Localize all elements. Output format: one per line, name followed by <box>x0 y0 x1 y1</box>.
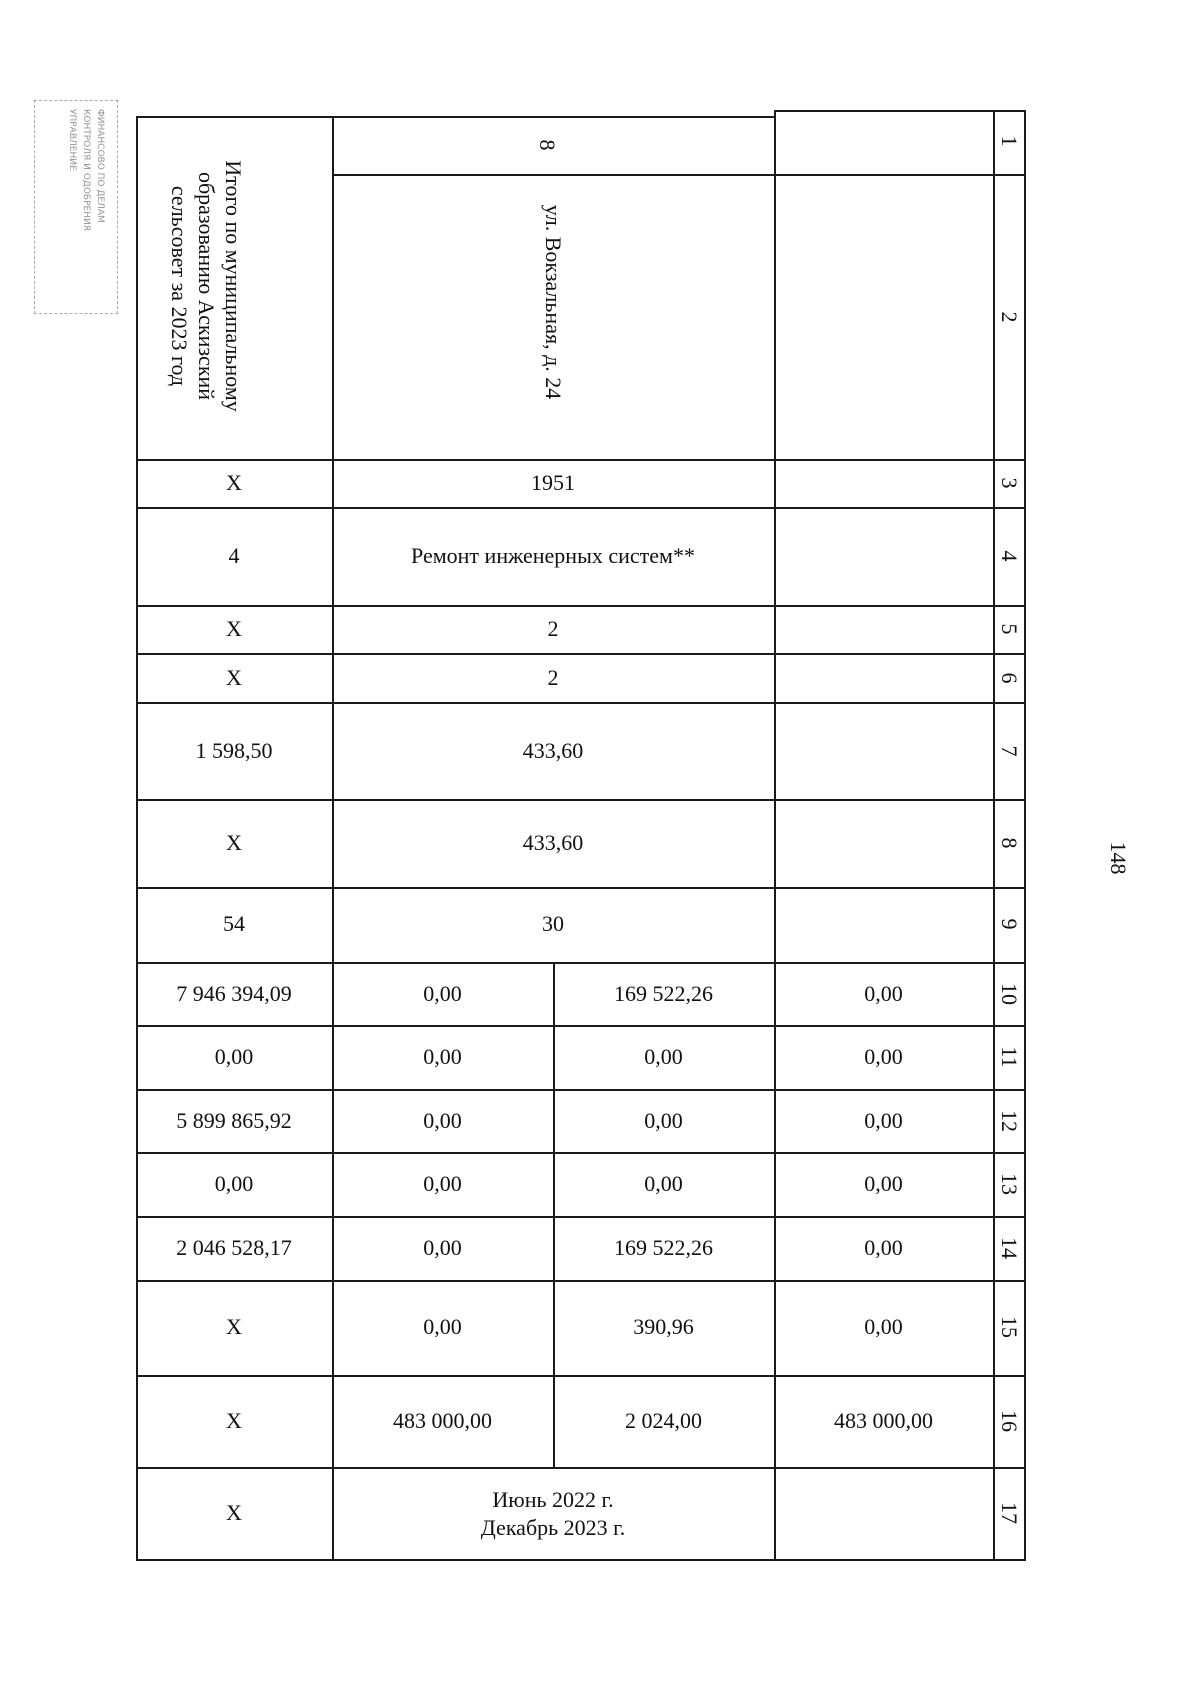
cell-b: 2 024,00 <box>625 1408 702 1433</box>
cell-b: 0,00 <box>644 1044 683 1069</box>
table-row-line <box>332 174 1024 176</box>
column-number: 12 <box>997 1110 1022 1132</box>
total-cell: 5 899 865,92 <box>176 1108 292 1133</box>
total-cell: 4 <box>228 543 240 568</box>
value-cell: Ремонт инженерных систем** <box>411 543 695 568</box>
table-border-top <box>136 116 776 118</box>
total-cell: Х <box>226 1500 242 1525</box>
total-cell: Х <box>226 1314 242 1339</box>
table-row-line <box>136 459 1026 461</box>
table-border-top <box>774 110 1026 112</box>
column-number: 15 <box>997 1316 1022 1338</box>
column-number: 13 <box>997 1173 1022 1195</box>
column-number: 2 <box>997 311 1022 323</box>
column-number: 16 <box>997 1410 1022 1432</box>
total-cell: 0,00 <box>214 1044 254 1069</box>
cell-b: 0,00 <box>644 1108 683 1133</box>
table-divider <box>993 110 995 1561</box>
total-label-line: Итого по муниципальному <box>221 160 246 412</box>
cell-a: 0,00 <box>423 1108 462 1133</box>
cell-c: 0,00 <box>864 1314 903 1339</box>
table-row-line <box>136 962 1026 964</box>
stamp-line: ФИНАНСОВО ПО ДЕЛАМ <box>95 109 105 223</box>
table-row-line <box>136 887 1026 889</box>
table-row-line <box>136 702 1026 704</box>
column-number: 4 <box>997 550 1022 562</box>
value-cell: 2 <box>547 616 559 641</box>
table-border-right <box>1024 110 1026 1561</box>
column-number: 14 <box>997 1237 1022 1259</box>
table-row-line <box>136 653 1026 655</box>
column-number: 6 <box>997 672 1022 684</box>
cell-c: 0,00 <box>864 1171 903 1196</box>
total-cell: 7 946 394,09 <box>176 981 292 1006</box>
cell-a: 0,00 <box>423 1044 462 1069</box>
table-row-line <box>136 1375 1026 1377</box>
address-cell: ул. Вокзальная, д. 24 <box>541 204 566 400</box>
cell-c: 0,00 <box>864 981 903 1006</box>
column-number: 17 <box>997 1502 1022 1524</box>
table-row-line <box>136 1467 1026 1469</box>
cell-a: 0,00 <box>423 1171 462 1196</box>
total-cell: 54 <box>223 911 245 936</box>
column-number: 7 <box>997 745 1022 757</box>
value-cell: 1951 <box>531 470 575 495</box>
table-row-line <box>136 507 1026 509</box>
table-row-line <box>136 1089 1026 1091</box>
value-cell: 433,60 <box>522 830 584 855</box>
table-divider <box>774 112 776 1561</box>
total-label-line: образованию Аскизский <box>194 171 219 401</box>
total-cell: Х <box>226 1408 242 1433</box>
table-row-line <box>136 1216 1026 1218</box>
stamp-line: КОНТРОЛЯ И ОДОБРЕНИЯ <box>81 109 91 231</box>
value-cell: 30 <box>542 911 564 936</box>
cell-c: 0,00 <box>864 1108 903 1133</box>
total-cell: Х <box>226 616 242 641</box>
total-cell: Х <box>226 830 242 855</box>
value-cell: Июнь 2022 г. <box>492 1487 614 1512</box>
column-number: 1 <box>997 135 1022 147</box>
total-cell: Х <box>226 470 242 495</box>
total-label-line: сельсовет за 2023 год <box>167 185 192 387</box>
column-number: 9 <box>997 918 1022 930</box>
column-number: 10 <box>997 983 1022 1005</box>
column-number: 5 <box>997 623 1022 635</box>
column-number: 8 <box>997 837 1022 849</box>
total-cell: 1 598,50 <box>195 738 273 763</box>
cell-c: 483 000,00 <box>834 1408 933 1433</box>
stamp-line: УПРАВЛЕНИЕ <box>67 109 77 171</box>
cell-a: 0,00 <box>423 1314 462 1339</box>
cell-a: 483 000,00 <box>393 1408 492 1433</box>
total-cell: Х <box>226 665 242 690</box>
approval-stamp <box>34 100 118 314</box>
table-row-line <box>136 605 1026 607</box>
column-number: 11 <box>997 1046 1022 1068</box>
value-cell: 433,60 <box>522 738 584 763</box>
cell-c: 0,00 <box>864 1044 903 1069</box>
total-cell: 0,00 <box>214 1171 254 1196</box>
table-border-bottom <box>136 1559 1026 1561</box>
cell-a: 0,00 <box>423 981 462 1006</box>
cell-b: 169 522,26 <box>614 981 713 1006</box>
table-row-line <box>136 1025 1026 1027</box>
cell-b: 390,96 <box>633 1314 694 1339</box>
cell-a: 0,00 <box>423 1235 462 1260</box>
page-number: 148 <box>1106 841 1131 875</box>
value-cell: Декабрь 2023 г. <box>480 1515 626 1540</box>
table-row-line <box>136 1280 1026 1282</box>
cell-b: 169 522,26 <box>614 1235 713 1260</box>
value-cell: 2 <box>547 665 559 690</box>
cell-c: 0,00 <box>864 1235 903 1260</box>
total-cell: 2 046 528,17 <box>176 1235 292 1260</box>
cell-b: 0,00 <box>644 1171 683 1196</box>
table-row-line <box>136 1152 1026 1154</box>
item-number: 8 <box>535 139 560 151</box>
column-number: 3 <box>997 477 1022 489</box>
table-row-line <box>136 799 1026 801</box>
